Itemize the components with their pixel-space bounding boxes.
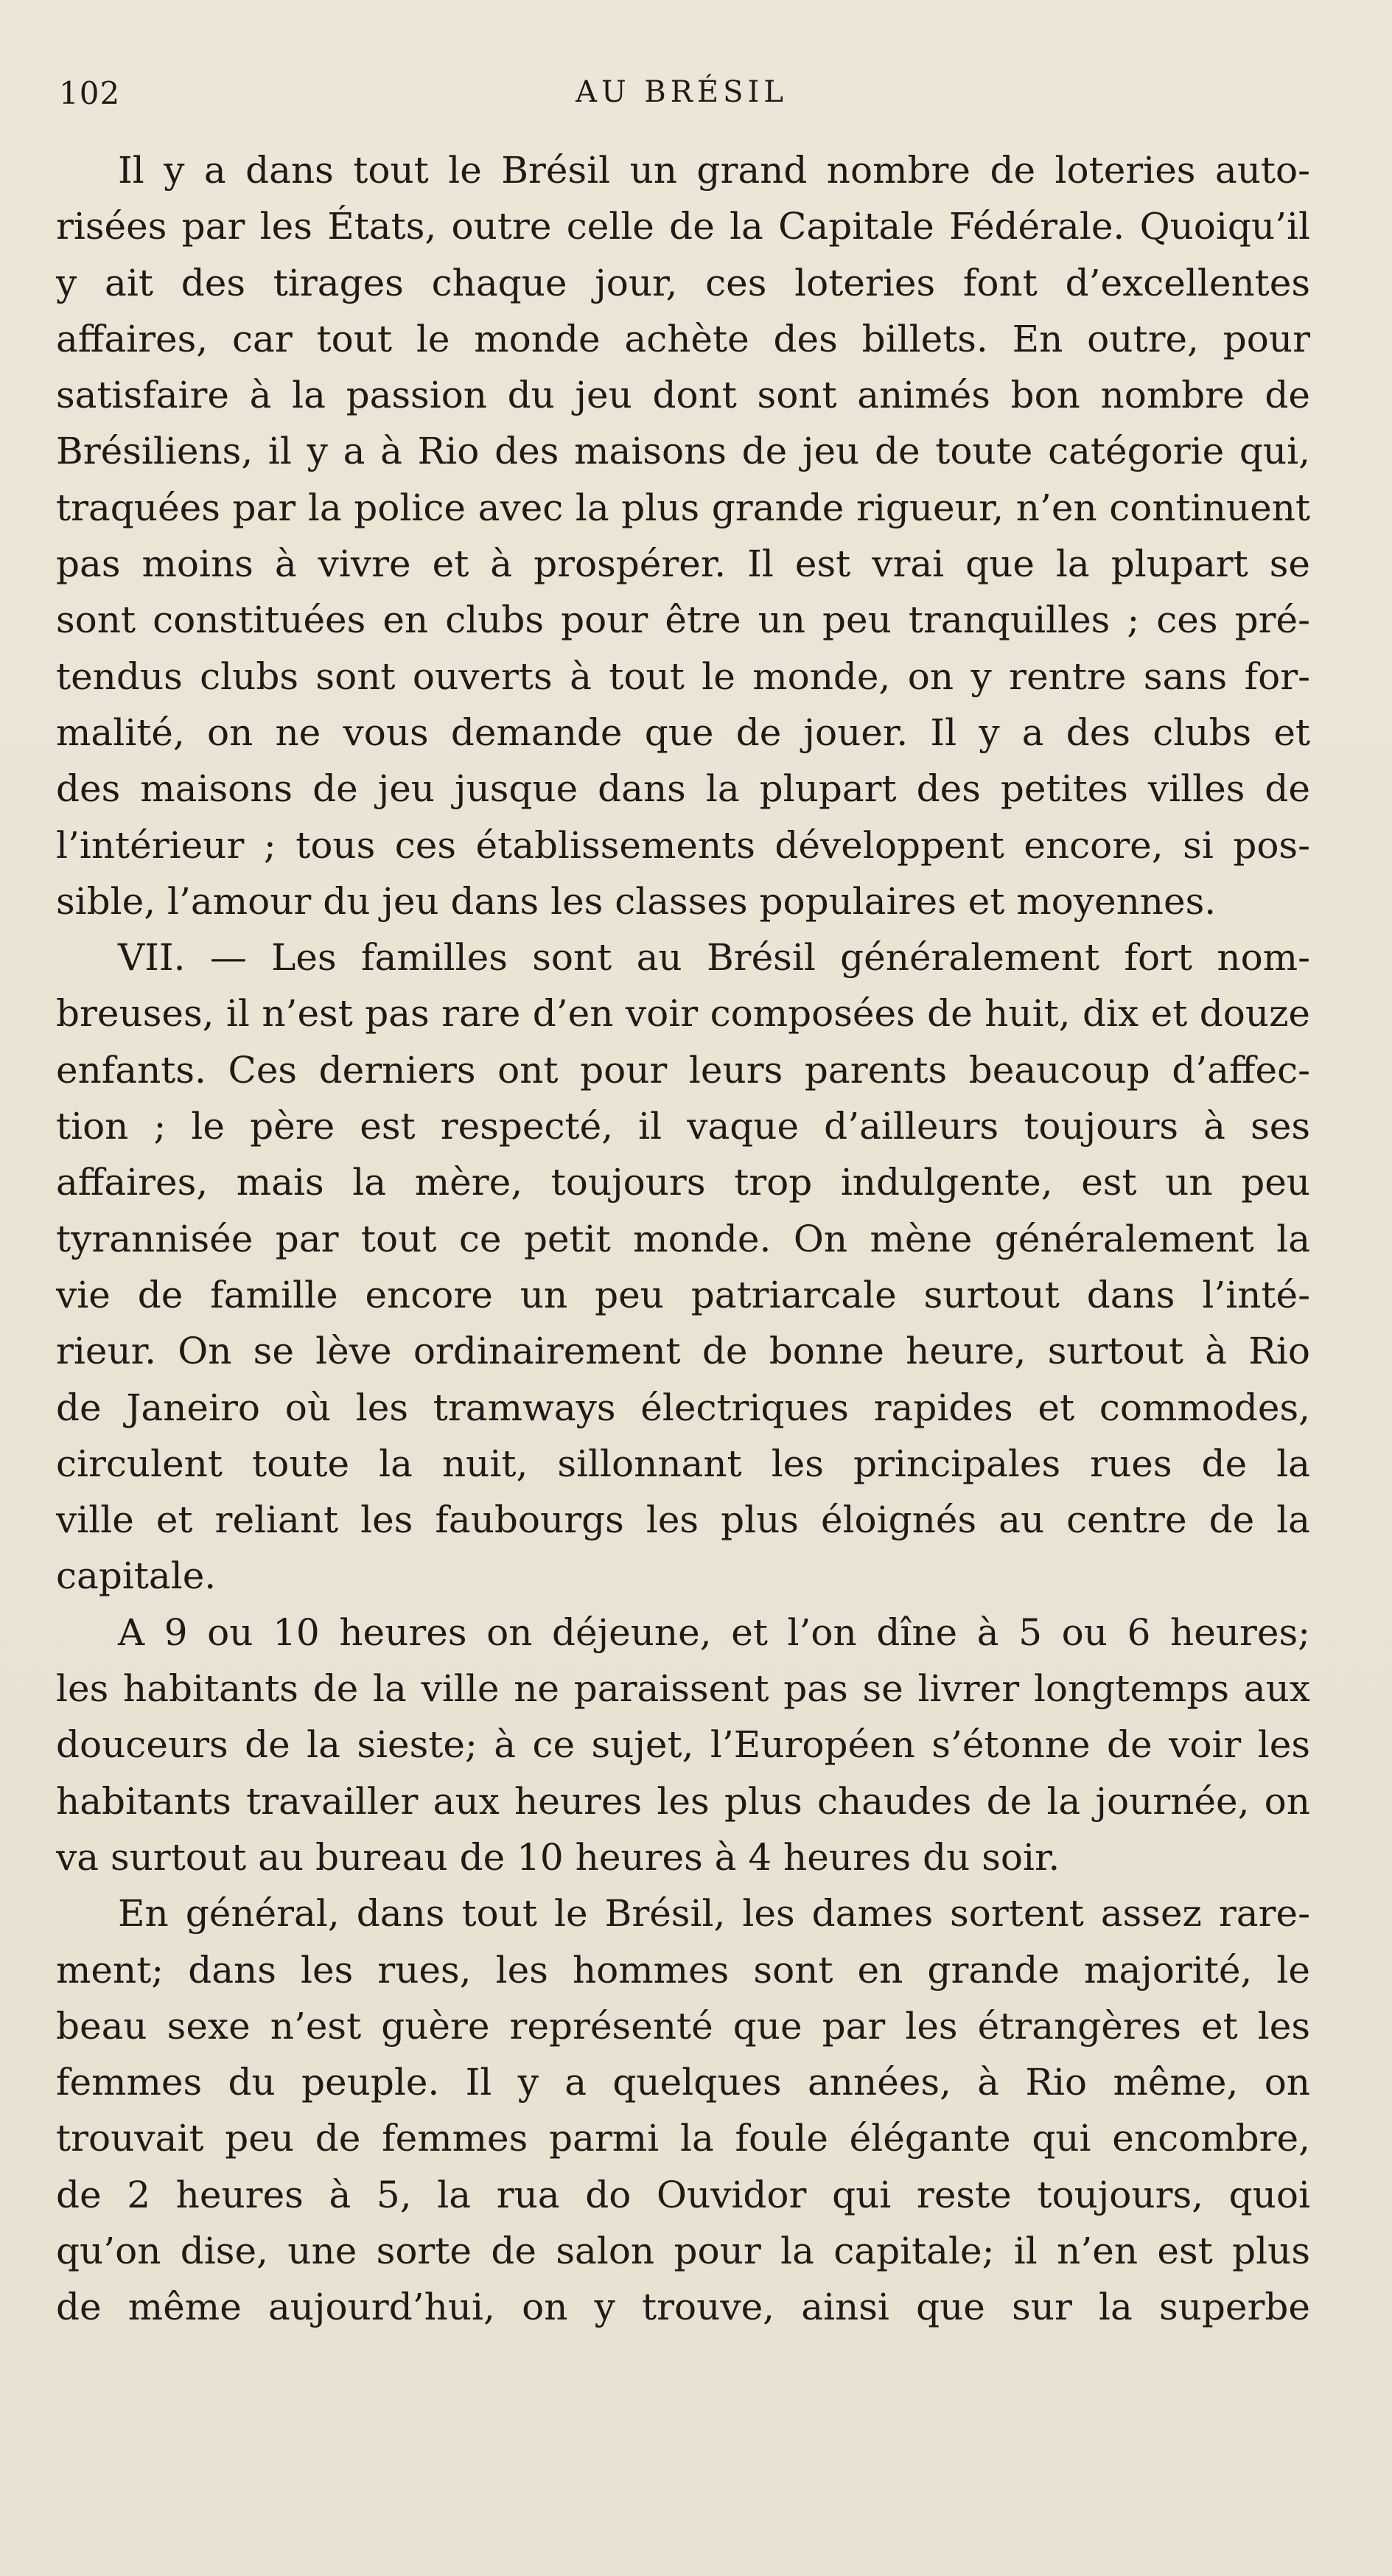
text-line: enfants. Ces derniers ont pour leurs parents beaucoup d’affec- — [56, 1048, 1310, 1092]
text-line: risées par les États, outre celle de la Capitale Fédérale. Quoiqu’il — [56, 205, 1310, 248]
text-line: sont constituées en clubs pour être un peu tranquilles ; ces pré- — [56, 598, 1310, 642]
text-line: va surtout au bureau de 10 heures à 4 heures du soir. — [56, 1835, 1060, 1879]
text-line: rieur. On se lève ordinairement de bonne heure, surtout à Rio — [56, 1330, 1310, 1373]
text-line: douceurs de la sieste; à ce sujet, l’Européen s’étonne de voir les — [56, 1723, 1310, 1767]
text-line: pas moins à vivre et à prospérer. Il est vrai que la plupart se — [56, 542, 1310, 586]
text-line: sible, l’amour du jeu dans les classes populaires et moyennes. — [56, 879, 1217, 923]
text-line: Brésiliens, il y a à Rio des maisons de jeu de toute catégorie qui, — [56, 430, 1310, 473]
text-line: y ait des tirages chaque jour, ces loteries font d’excellentes — [56, 261, 1310, 304]
text-line: capitale. — [56, 1554, 217, 1598]
running-title: AU BRÉSIL — [576, 75, 788, 109]
text-line: A 9 ou 10 heures on déjeune, et l’on dîne à 5 ou 6 heures; — [118, 1610, 1310, 1654]
text-line: En général, dans tout le Brésil, les dames sortent assez rare- — [118, 1892, 1310, 1936]
text-line: affaires, mais la mère, toujours trop indulgente, est un peu — [56, 1161, 1310, 1204]
text-line: vie de famille encore un peu patriarcale surtout dans l’inté- — [56, 1273, 1310, 1316]
text-line: les habitants de la ville ne paraissent pas se livrer longtemps aux — [56, 1667, 1310, 1711]
text-line: traquées par la police avec la plus grande rigueur, n’en continuent — [56, 486, 1310, 529]
text-line: tendus clubs sont ouverts à tout le monde, on y rentre sans for- — [56, 655, 1310, 698]
page-number: 102 — [59, 75, 121, 111]
running-head — [59, 75, 1304, 119]
text-line: de Janeiro où les tramways électriques rapides et commodes, — [56, 1386, 1310, 1429]
text-line: Il y a dans tout le Brésil un grand nombre de loteries auto- — [118, 149, 1310, 192]
text-line: femmes du peuple. Il y a quelques années, à Rio même, on — [56, 2061, 1310, 2104]
text-line: des maisons de jeu jusque dans la plupart des petites villes de — [56, 767, 1310, 811]
text-line: ville et reliant les faubourgs les plus éloignés au centre de la — [56, 1498, 1310, 1542]
text-line: tion ; le père est respecté, il vaque d’ailleurs toujours à ses — [56, 1105, 1310, 1148]
text-line: VII. — Les familles sont au Brésil généralement fort nom- — [118, 936, 1310, 980]
text-line: malité, on ne vous demande que de jouer. Il y a des clubs et — [56, 711, 1310, 754]
text-line: ment; dans les rues, les hommes sont en grande majorité, le — [56, 1948, 1310, 1992]
body-text — [56, 142, 1310, 2336]
text-line: affaires, car tout le monde achète des billets. En outre, pour — [56, 317, 1310, 360]
text-line: trouvait peu de femmes parmi la foule élégante qui encombre, — [56, 2117, 1310, 2160]
text-line: satisfaire à la passion du jeu dont sont animés bon nombre de — [56, 374, 1310, 417]
text-line: breuses, il n’est pas rare d’en voir composées de huit, dix et douze — [56, 992, 1310, 1036]
text-line: circulent toute la nuit, sillonnant les principales rues de la — [56, 1442, 1310, 1485]
text-line: l’intérieur ; tous ces établissements développent encore, si pos- — [56, 823, 1310, 867]
text-line: de 2 heures à 5, la rua do Ouvidor qui reste toujours, quoi — [56, 2173, 1310, 2216]
text-line: beau sexe n’est guère représenté que par les étrangères et les — [56, 2004, 1310, 2048]
text-line: tyrannisée par tout ce petit monde. On mène généralement la — [56, 1217, 1310, 1260]
text-line: qu’on dise, une sorte de salon pour la capitale; il n’en est plus — [56, 2229, 1310, 2272]
text-line: habitants travailler aux heures les plus chaudes de la journée, on — [56, 1779, 1310, 1823]
text-line: de même aujourd’hui, on y trouve, ainsi que sur la superbe — [56, 2286, 1310, 2329]
